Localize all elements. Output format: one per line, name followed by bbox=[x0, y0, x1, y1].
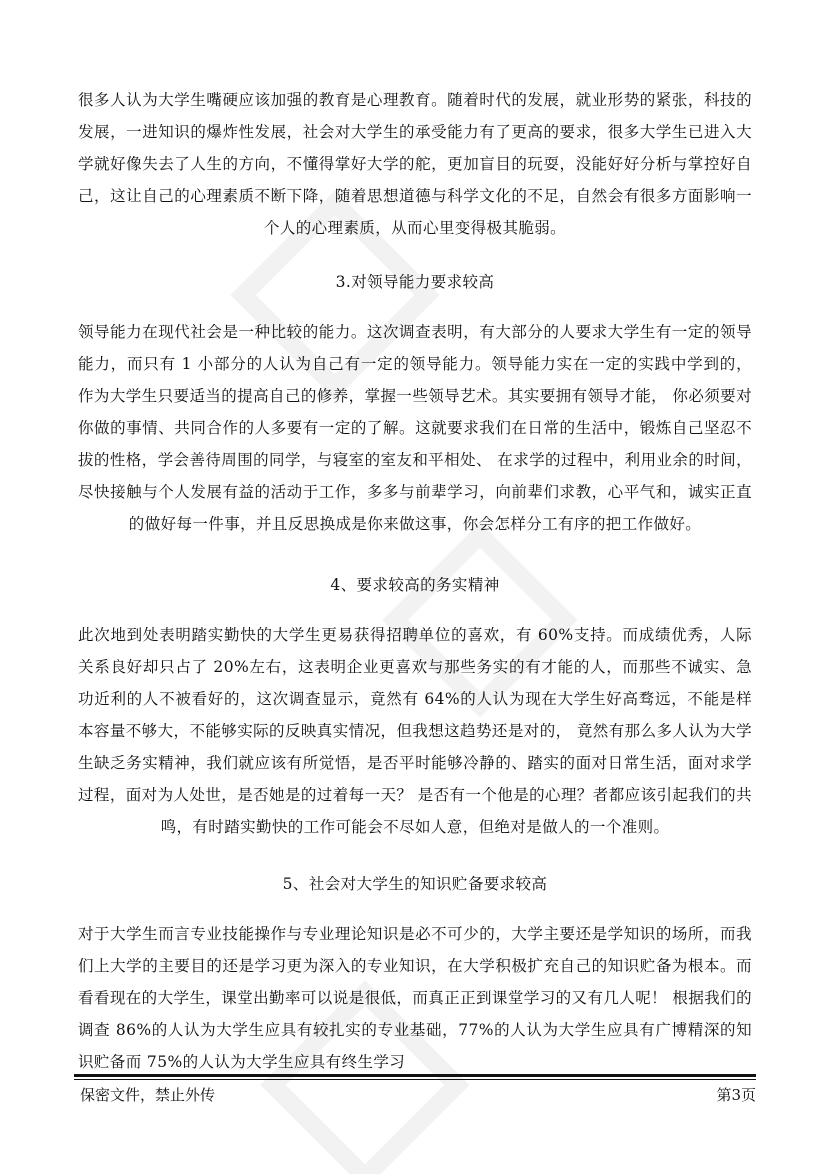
paragraph-leadership: 领导能力在现代社会是一种比较的能力。这次调查表明，有大部分的人要求大学生有一定的领导能力，而只有 1 小部分的人认为自己有一定的领导能力。领导能力实在一定的实践中学到的， 作为大学生只要适当的提高自己的修养，掌握一些领导艺术。其实要拥有领导才能， 你必须要对你做的事情、共同合作的人多要有一定的了解。这就要求我们在日常的生活中，锻炼自己坚忍不拔的性格，学会善待周围的同学，与寝室的室友和平相处、 在求学的过程中，利用业余的时间，尽快接触与个人发展有益的活动于工作，多多与前辈学习，向前辈们求教，心平气和，诚实正直的做好每一件事，并且反思换成是你来做这事，你会怎样分工有序的把工作做好。 bbox=[78, 323, 752, 533]
footer-divider-thin bbox=[74, 1079, 756, 1080]
section-heading-practical-spirit: 4、要求较高的务实精神 bbox=[330, 576, 500, 594]
section-heading-knowledge-reserve: 5、社会对大学生的知识贮备要求较高 bbox=[282, 875, 548, 893]
section-heading-leadership: 3.对领导能力要求较高 bbox=[335, 273, 495, 291]
footer-confidential-notice: 保密文件，禁止外传 bbox=[80, 1086, 216, 1104]
footer-divider-thick bbox=[74, 1074, 756, 1077]
paragraph-practical-spirit: 此次地到处表明踏实勤快的大学生更易获得招聘单位的喜欢，有 60%支持。而成绩优秀，人际关系良好却只占了 20%左右，这表明企业更喜欢与那些务实的有才能的人，而那些不诚实、急功近利的人不被看好的，这次调查显示，竟然有 64%的人认为现在大学生好高骛远，不能是样本容量不够大，不能够实际的反映真实情况，但我想这趋势还是对的， 竟然有那么多人认为大学生缺乏务实精神，我们就应该有所觉悟，是否平时能够冷静的、踏实的面对日常生活，面对求学过程，面对为人处世，是否她是的过着每一天？ 是否有一个他是的心理？者都应该引起我们的共鸣，有时踏实勤快的工作可能会不尽如人意，但绝对是做人的一个准则。 bbox=[78, 626, 752, 836]
paragraph-knowledge-reserve: 对于大学生而言专业技能操作与专业理论知识是必不可少的，大学主要还是学知识的场所，而我们上大学的主要目的还是学习更为深入的专业知识，在大学积极扩充自己的知识贮备为根本。而看看现在的大学生，课堂出勤率可以说是很低，而真正正到课堂学习的又有几人呢！ 根据我们的调查 86%的人认为大学生应具有较扎实的专业基础，77%的人认为大学生应具有广博精深的知识贮备而 75%的人认为大学生应具有终生学习 bbox=[78, 925, 752, 1071]
footer-page-number: 第3页 bbox=[716, 1086, 756, 1104]
paragraph-psychology: 很多人认为大学生嘴硬应该加强的教育是心理教育。随着时代的发展，就业形势的紧张，科技的发展，一进知识的爆炸性发展，社会对大学生的承受能力有了更高的要求，很多大学生已进入大学就好像失去了人生的方向，不懂得掌好大学的舵，更加盲目的玩耍，没能好好分析与掌控好自己，这让自己的心理素质不断下降，随着思想道德与科学文化的不足，自然会有很多方面影响一个人的心理素质，从而心里变得极其脆弱。 bbox=[78, 91, 752, 237]
